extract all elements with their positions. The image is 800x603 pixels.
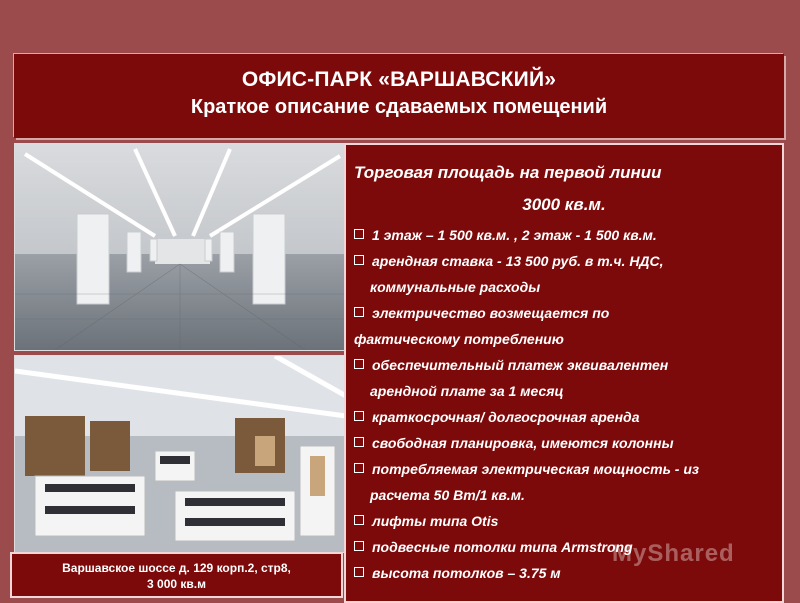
bullet-floors: 1 этаж – 1 500 кв.м. , 2 этаж - 1 500 кв.м. — [354, 222, 657, 248]
panel-heading: Торговая площадь на первой линии — [354, 163, 662, 182]
slide-title: ОФИС-ПАРК «ВАРШАВСКИЙ» — [241, 68, 557, 91]
checkbox-bullet-icon — [354, 437, 364, 447]
bullet-rent: арендная ставка - 13 500 руб. в т.ч. НДС, — [354, 248, 664, 274]
checkbox-bullet-icon — [354, 411, 364, 421]
bullet-power: потребляемая электрическая мощность - из — [354, 456, 699, 482]
checkbox-bullet-icon — [354, 515, 364, 525]
description-panel — [344, 143, 784, 603]
bullet-rent-cont: коммунальные расходы — [370, 279, 541, 295]
slide-title-banner — [14, 54, 784, 138]
bullet-deposit: обеспечительный платеж эквивалентен — [354, 352, 668, 378]
slide-subtitle: Краткое описание сдаваемых помещений — [190, 96, 608, 118]
bullet-electricity-cont: фактическому потреблению — [354, 331, 564, 347]
empty-hall-photo — [14, 143, 347, 351]
watermark-logo: MyShared — [612, 540, 735, 567]
checkbox-bullet-icon — [354, 567, 364, 577]
checkbox-bullet-icon — [354, 229, 364, 239]
bullet-deposit-cont: арендной плате за 1 месяц — [370, 383, 564, 399]
checkbox-bullet-icon — [354, 307, 364, 317]
panel-area: 3000 кв.м. — [522, 195, 606, 214]
bullet-ceilings: подвесные потолки типа Armstrong — [354, 534, 633, 560]
address-box — [10, 552, 343, 598]
checkbox-bullet-icon — [354, 255, 364, 265]
store-interior-photo — [14, 355, 347, 553]
address-line: Варшавское шоссе д. 129 корп.2, стр8, — [62, 561, 291, 575]
bullet-electricity: электричество возмещается по — [354, 300, 609, 326]
bullet-term: краткосрочная/ долгосрочная аренда — [354, 404, 640, 430]
bullet-layout: свободная планировка, имеются колонны — [354, 430, 674, 456]
checkbox-bullet-icon — [354, 359, 364, 369]
bullet-ceiling-height: высота потолков – 3.75 м — [354, 560, 561, 586]
address-area: 3 000 кв.м — [147, 577, 206, 591]
checkbox-bullet-icon — [354, 463, 364, 473]
checkbox-bullet-icon — [354, 541, 364, 551]
bullet-power-cont: расчета 50 Вт/1 кв.м. — [370, 487, 525, 503]
bullet-elevators: лифты типа Otis — [354, 508, 498, 534]
